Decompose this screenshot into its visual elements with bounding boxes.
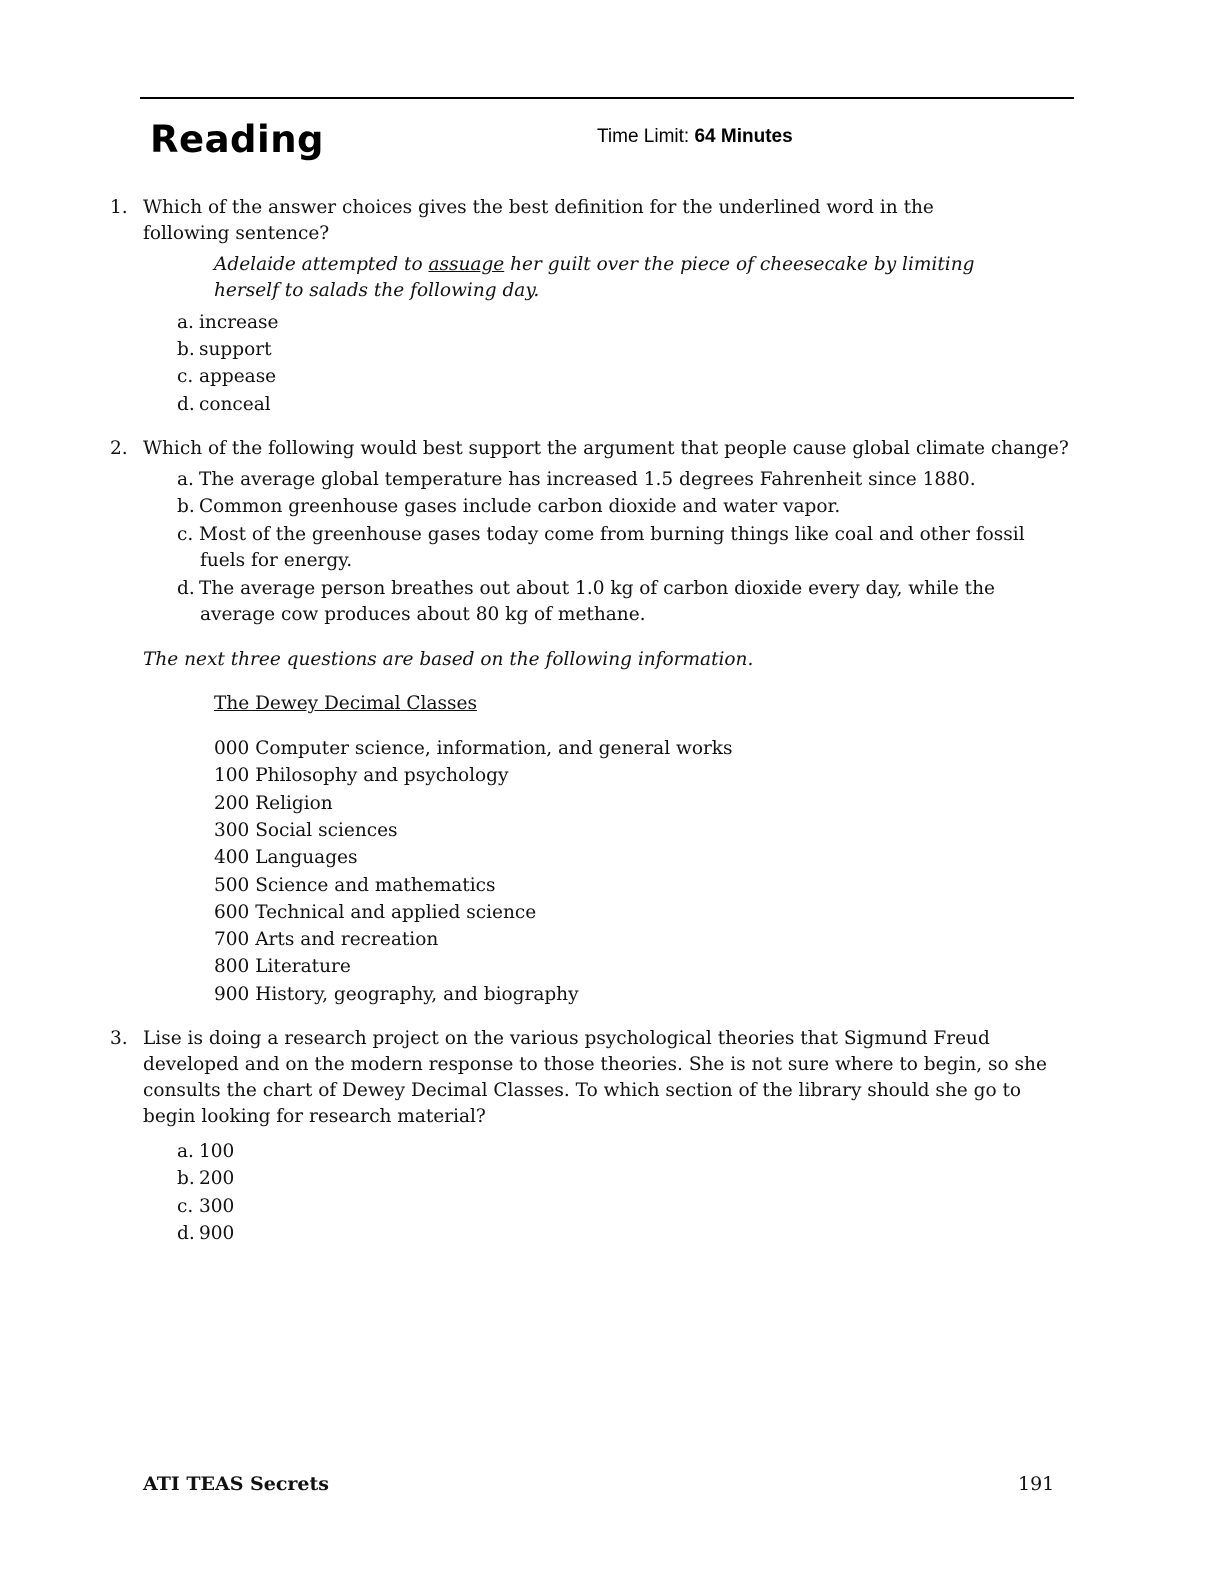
q3-text-line: begin looking for research material?: [143, 1106, 486, 1127]
q3-option-b[interactable]: [177, 1166, 234, 1192]
q2-option-c[interactable]: [177, 522, 1025, 548]
dewey-class: 800 Literature: [214, 956, 351, 977]
dewey-class: 600 Technical and applied science: [214, 902, 537, 923]
q2-option-d[interactable]: [177, 576, 995, 602]
q1-option-c[interactable]: [177, 364, 276, 390]
option-text: Most of the greenhouse gases today come from burning things like coal and other fossil: [199, 524, 1025, 545]
q1-underlined-word: assuage: [428, 254, 505, 275]
dewey-class: 400 Languages: [214, 847, 358, 868]
dewey-class: 900 History, geography, and biography: [214, 984, 579, 1005]
q3-number: 3.: [110, 1028, 128, 1049]
option-letter: a.: [177, 312, 194, 333]
page-title: Reading: [150, 118, 325, 161]
option-letter: b.: [177, 496, 195, 517]
q3-text-line: Lise is doing a research project on the various psychological theories that Sigmund Freud: [143, 1028, 990, 1049]
dewey-class: 500 Science and mathematics: [214, 875, 496, 896]
dewey-class: 700 Arts and recreation: [214, 929, 439, 950]
dewey-title: The Dewey Decimal Classes: [214, 693, 477, 714]
q3-option-a[interactable]: [177, 1139, 234, 1165]
q1-text-line1: Which of the answer choices gives the best definition for the underlined word in the: [143, 197, 934, 218]
q3-text-line: consults the chart of Dewey Decimal Classes. To which section of the library should she go to: [143, 1080, 1022, 1101]
option-letter: b.: [177, 339, 195, 360]
option-text: increase: [199, 312, 279, 333]
header-rule: [140, 97, 1074, 99]
q1-quote-post: her guilt over the piece of cheesecake by limiting: [504, 254, 975, 275]
dewey-class: 000 Computer science, information, and general works: [214, 738, 733, 759]
option-text: 300: [199, 1196, 235, 1217]
q1-option-a[interactable]: [177, 310, 278, 336]
passage-intro: The next three questions are based on the following information.: [143, 649, 754, 670]
time-limit: [597, 126, 793, 148]
option-text: 100: [199, 1141, 235, 1162]
option-letter: d.: [177, 394, 195, 415]
option-text: 200: [199, 1168, 235, 1189]
q2-text: Which of the following would best support the argument that people cause global climate change?: [143, 438, 1069, 459]
option-text: appease: [199, 366, 277, 387]
option-text: support: [199, 339, 272, 360]
q3-text-line: developed and on the modern response to those theories. She is not sure where to begin, so she: [143, 1054, 1047, 1075]
q2-option-d-line2: average cow produces about 80 kg of methane.: [200, 604, 646, 625]
option-letter: d.: [177, 1223, 195, 1244]
option-text: 900: [199, 1223, 235, 1244]
dewey-class: 200 Religion: [214, 793, 333, 814]
q1-quote-pre: Adelaide attempted to: [214, 254, 429, 275]
q1-quote-line1: [214, 252, 974, 278]
q3-option-d[interactable]: [177, 1221, 234, 1247]
footer-book-title: ATI TEAS Secrets: [143, 1473, 329, 1495]
q1-text-line2: following sentence?: [143, 223, 330, 244]
option-text: The average global temperature has increased 1.5 degrees Fahrenheit since 1880.: [199, 469, 976, 490]
q2-option-b[interactable]: [177, 494, 840, 520]
time-limit-label: Time Limit:: [597, 126, 695, 147]
option-letter: c.: [177, 524, 194, 545]
q2-number: 2.: [110, 438, 128, 459]
dewey-class: 300 Social sciences: [214, 820, 398, 841]
option-text: Common greenhouse gases include carbon dioxide and water vapor.: [199, 496, 841, 517]
q1-option-b[interactable]: [177, 337, 272, 363]
q1-option-d[interactable]: [177, 392, 271, 418]
option-text: The average person breathes out about 1.0 kg of carbon dioxide every day, while the: [199, 578, 995, 599]
option-letter: a.: [177, 1141, 194, 1162]
page-number: 191: [1018, 1473, 1055, 1495]
option-text: conceal: [199, 394, 271, 415]
dewey-class: 100 Philosophy and psychology: [214, 765, 509, 786]
q1-number: 1.: [110, 197, 128, 218]
time-limit-value: 64 Minutes: [694, 126, 793, 147]
q1-quote-line2: herself to salads the following day.: [214, 280, 540, 301]
option-letter: c.: [177, 1196, 194, 1217]
q2-option-c-line2: fuels for energy.: [200, 550, 353, 571]
option-letter: a.: [177, 469, 194, 490]
option-letter: b.: [177, 1168, 195, 1189]
q2-option-a[interactable]: [177, 467, 976, 493]
option-letter: d.: [177, 578, 195, 599]
option-letter: c.: [177, 366, 194, 387]
q3-option-c[interactable]: [177, 1194, 234, 1220]
